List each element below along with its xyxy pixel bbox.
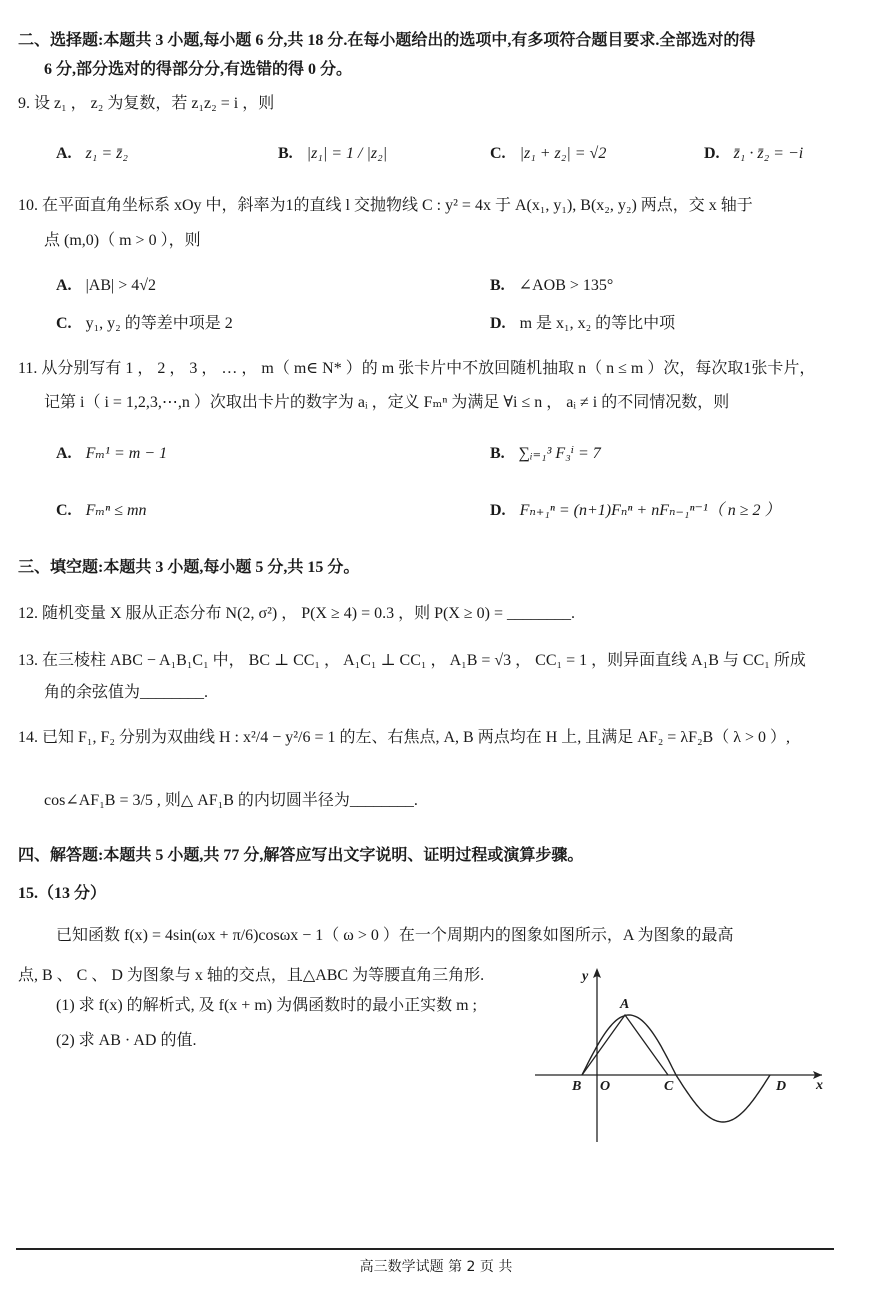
label-b: B [572,1079,582,1094]
sine-curve [582,1015,770,1122]
q10-stem-cont: 点 (m,0)（ m > 0 ），则 [44,232,201,249]
option-text: m 是 x₁, x₂ 的等比中项 [519,315,676,332]
label-c: C [664,1079,674,1094]
q10-option-a [56,275,156,297]
option-text: y₁, y₂ 的等差中项是 2 [85,315,233,332]
q13-stem: 13. 在三棱柱 ABC − A₁B₁C₁ 中， BC ⊥ CC₁ ， A₁C₁ ⊥ CC₁ ， A₁B = √3 ， CC₁ = 1 ，则异面直线 A₁B 与 CC₁ 所成 [18,652,806,669]
option-label: D. [490,315,506,332]
option-text: |AB| > 4√2 [85,277,156,294]
q15-part1: (1) 求 f(x) 的解析式, 及 f(x + m) 为偶函数时的最小正实数 m ; [56,997,477,1014]
section3-heading: 三、填空题:本题共 3 小题,每小题 5 分,共 15 分。 [18,559,360,576]
label-x: x [816,1078,823,1093]
option-label: C. [56,502,72,519]
label-o: O [600,1079,611,1094]
option-label: A. [56,445,72,462]
option-label: B. [278,145,293,162]
option-text: ∠AOB > 135° [518,277,614,294]
q11-stem: 11. 从分别写有 1 ， 2 ， 3 ， … ， m（ m∈ N* ）的 m 张卡片中不放回随机抽取 n（ n ≤ m ）次，每次取1张卡片， [18,360,816,377]
footer-page-info: 高三数学试题 第 2 页 共 [359,1259,513,1275]
q9-stem: 9. 设 z₁ ， z₂ 为复数，若 z₁z₂ = i ，则 [18,95,275,112]
q10-stem: 10. 在平面直角坐标系 xOy 中，斜率为1的直线 l 交抛物线 C : y² = 4x 于 A(x₁, y₁), B(x₂, y₂) 两点，交 x 轴于 [18,197,753,214]
q15-stem-cont: 点, B 、 C 、 D 为图象与 x 轴的交点，且△ABC 为等腰直角三角形. [18,967,485,984]
option-text: ∑ᵢ₌₁³ F₃ⁱ = 7 [518,445,601,462]
q11-stem-cont: 记第 i（ i = 1,2,3,⋯,n ）次取出卡片的数字为 aᵢ ，定义 Fₘⁿ 为满足 ∀i ≤ n ， aᵢ ≠ i 的不同情况数，则 [44,394,730,411]
q15-heading: 15.（13 分） [18,885,107,902]
option-text: Fₘⁿ ≤ mn [85,502,147,519]
q11-option-c [56,500,147,522]
option-label: C. [490,145,506,162]
q14-stem: 14. 已知 F₁, F₂ 分别为双曲线 H : x²/4 − y²/6 = 1 的左、右焦点, A, B 两点均在 H 上, 且满足 AF₂ = λF₂B（ λ > 0 ）, [18,729,791,746]
option-label: A. [56,277,72,294]
q9-option-b [278,143,387,165]
q9-option-c [490,143,606,165]
option-label: A. [56,145,72,162]
option-text: Fₙ₊₁ⁿ = (n+1)Fₙⁿ + nFₙ₋₁ⁿ⁻¹（ n ≥ 2 ） [519,502,781,519]
footer-divider [16,1248,834,1250]
option-label: D. [490,502,506,519]
option-label: D. [704,145,720,162]
q9-option-a [56,143,128,165]
option-label: B. [490,277,505,294]
q11-option-b [490,443,601,465]
option-label: B. [490,445,505,462]
q12-text: 12. 随机变量 X 服从正态分布 N(2, σ²) ， P(X ≥ 4) = 0.3 ，则 P(X ≥ 0) = ________. [18,605,576,622]
option-text: z̄₁ · z̄₂ = −i [733,145,804,162]
function-graph [530,960,840,1150]
q13-stem-cont: 角的余弦值为________. [44,684,209,701]
option-text: |z₁| = 1 / |z₂| [306,145,388,162]
label-y: y [582,969,589,984]
q10-option-b [490,275,613,297]
q11-option-d [490,500,781,522]
q10-option-c [56,313,233,335]
section2-heading-cont: 6 分,部分选对的得部分分,有选错的得 0 分。 [44,61,353,78]
option-label: C. [56,315,72,332]
option-text: |z₁ + z₂| = √2 [519,145,607,162]
label-a: A [620,997,630,1012]
q11-option-a [56,443,167,465]
section4-heading: 四、解答题:本题共 5 小题,共 77 分,解答应写出文字说明、证明过程或演算步骤。 [18,847,584,864]
q10-option-d [490,313,675,335]
triangle-abc [582,1015,668,1075]
q9-option-d [704,143,803,165]
option-text: z₁ = z̄₂ [85,145,128,162]
section2-heading: 二、选择题:本题共 3 小题,每小题 6 分,共 18 分.在每小题给出的选项中,有多项符合题目要求.全部选对的得 [18,32,756,49]
q14-stem-cont: cos∠AF₁B = 3/5 , 则△ AF₁B 的内切圆半径为________. [44,792,418,809]
q15-part2: (2) 求 AB · AD 的值. [56,1032,197,1049]
label-d: D [776,1079,787,1094]
q15-stem: 已知函数 f(x) = 4sin(ωx + π/6)cosωx − 1（ ω > 0 ）在一个周期内的图象如图所示，A 为图象的最高 [56,927,734,944]
option-text: Fₘ¹ = m − 1 [85,445,168,462]
